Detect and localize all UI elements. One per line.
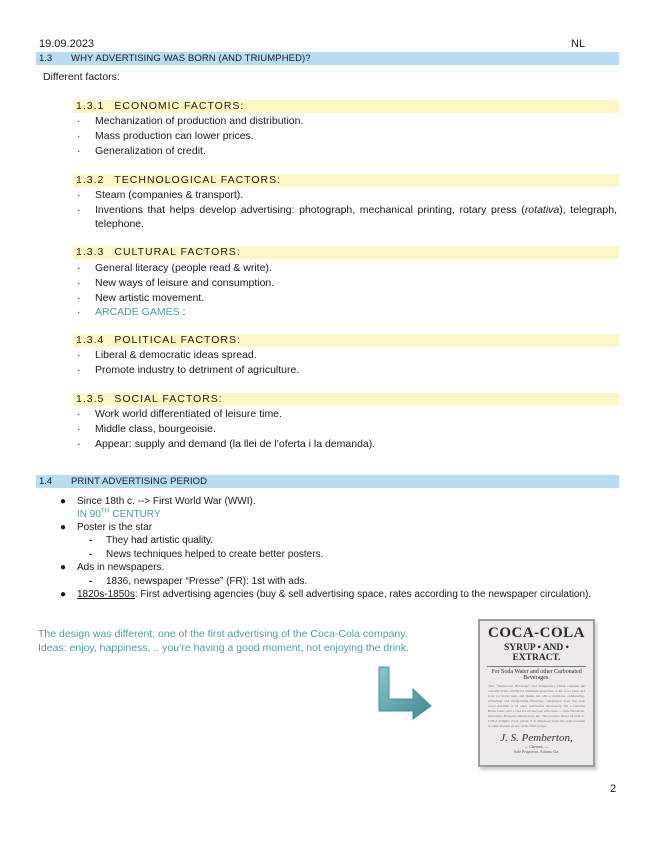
list-item: ● 1820s-1850s: First advertising agencies (buy & sell advertising space, rates according to the newspaper circulation). <box>60 589 592 600</box>
header-date: 19.09.2023 <box>39 38 95 50</box>
subsection-title: SOCIAL FACTORS: <box>114 393 223 405</box>
subsection-title: ECONOMIC FACTORS: <box>114 100 245 112</box>
bullet-disc: ● <box>60 522 67 533</box>
header-language: NL <box>571 38 586 50</box>
subsection-heading-technological <box>73 174 619 187</box>
dash-marker: - <box>89 576 93 587</box>
bullet-dot: · <box>77 130 81 142</box>
design-note-line-2: Ideas: enjoy, happiness, .. you’re having a good moment, not enjoying the drink. <box>38 642 410 654</box>
bullet-dot: · <box>77 115 81 127</box>
list-item: ● Since 18th c. --> First World War (WWI). IN 90TH CENTURY <box>60 496 256 520</box>
bullet-dot: · <box>77 277 81 289</box>
bullet-dot: · <box>77 189 81 201</box>
subsection-heading-cultural <box>73 246 619 259</box>
arcade-games-link[interactable]: ARCADE GAMES <box>95 306 180 318</box>
coca-cola-vintage-ad <box>478 619 595 767</box>
bullet-dot: · <box>77 423 81 435</box>
dash-marker: - <box>89 549 93 560</box>
ad-title: COCA-COLA <box>488 625 585 641</box>
right-turn-arrow-icon <box>375 665 433 721</box>
bullet-dot: · <box>77 292 81 304</box>
bullet-disc: ● <box>60 562 67 573</box>
subsection-title: POLITICAL FACTORS: <box>114 334 241 346</box>
subsection-number: 1.3.3 <box>76 246 105 258</box>
bullet-dot: · <box>77 438 81 450</box>
subsection-number: 1.3.4 <box>76 334 105 346</box>
bullet-dot: · <box>77 364 81 376</box>
bullet-dot: · <box>77 349 81 361</box>
subsection-number: 1.3.5 <box>76 393 105 405</box>
section-title: WHY ADVERTISING WAS BORN (AND TRIUMPHED)? <box>71 53 311 64</box>
subsection-title: CULTURAL FACTORS: <box>114 246 241 258</box>
subsection-heading-social <box>73 393 619 406</box>
bullet-dot: · <box>77 145 81 157</box>
section-number: 1.4 <box>39 476 53 487</box>
subsection-title: TECHNOLOGICAL FACTORS: <box>114 174 282 186</box>
section-heading-1-4 <box>36 475 619 488</box>
ad-subtitle: SYRUP • AND • EXTRACT. <box>504 643 569 663</box>
design-note-line-1: The design was different; one of the first advertising of the Coca-Cola company. <box>38 628 408 640</box>
subsection-number: 1.3.2 <box>76 174 105 186</box>
bullet-dot: · <box>77 204 81 216</box>
bullet-dot: · <box>77 306 81 318</box>
intro-text: Different factors: <box>43 71 120 83</box>
bullet-dot: · <box>77 262 81 274</box>
ad-body-text: This “Intellectual Beverage” and Temperance Drink contains the valuable Tonic and Nerve Stimulant properties of the Coca plant and Cola (or Kola) nuts, and makes not only a delicious, exhilarating, refreshing and invigorating Beverage, (dispensed from the soda water fountain or in other carbonated beverages), but a valuable Brain Tonic, and a cure for all nervous affections — Sick Headache, Neuralgia, Hysteria, Melancholy, &c. The peculiar flavor of COCA-COLA delights every palate; it is dispensed from the soda fountain in same manner as any of the fruit syrups. <box>488 684 585 728</box>
ad-tagline: For Soda Water and other Carbonated Beverages. <box>491 669 582 681</box>
century-note: IN 90TH CENTURY <box>77 507 161 520</box>
section-heading-1-3 <box>36 52 619 65</box>
subsection-heading-economic <box>73 100 619 113</box>
ad-footer-line: Sole Proprietor, Atlanta, Ga. <box>513 749 560 754</box>
bullet-disc: ● <box>60 496 67 507</box>
ad-signature: J. S. Pemberton, <box>500 732 573 744</box>
subsection-heading-political <box>73 334 619 347</box>
section-number: 1.3 <box>39 53 53 64</box>
ad-divider <box>487 666 586 667</box>
bullet-dot: · <box>77 408 81 420</box>
document-page: 19.09.2023 NL 1.3 WHY ADVERTISING WAS BORN (AND TRIUMPHED)? Different factors: 1.3.1 ECONOMIC FACTORS: · Mechanization of production and distribution. · Mass production can lower prices. · Generalization of credit. 1.3.2 TECHNOLOGICAL FACTORS: · Steam (companies & transport). · Inventions that helps develop advertising: photograph, mechanical printing, rotary press (rotativa), telegraph, telephone. 1.3.3 CULTURAL FACTORS: · General literacy (people read & write). · New ways of leisure and consumption. · New artistic movement. · ARCADE GAMES : 1.3.4 POLITICAL FACTORS: · Liberal & democratic ideas spread. · Promote industry to detriment of agriculture. 1.3.5 SOCIAL FACTORS: · Work world differentiated of leisure time. · Middle class, bourgeoisie. · Appear: supply and demand (la llei de l’oferta i la demanda). 1.4 PRINT ADVERTISING PERIOD ● Since 18th c. --> First World War (WWI). IN 90TH CENTURY ● Poster is the star - They had artistic quality. - News techniques helped to create better posters. ● Ads in newspapers. - 1836, newspaper “Presse” (FR): 1st with ads. ● 1820s-1850s: First advertising agencies (buy & sell advertising space, rates according to the newspaper circulation). The design was different; one of the first advertising of the Coca-Cola company. Ideas: enjoy, happiness, .. you’re having a good moment, not enjoying the drink. COCA-COLA SYRUP • AND • EXTRACT. For Soda Water and other Carbonated Beverages. This “Intellectual Beverage” and Temperance Drink contains the valuable Tonic and Nerve Stimulant properties of the Coca plant and Cola (or Kola) nuts, and makes not only a delicious, exhilarating, refreshing and invigorating Beverage, (dispensed from the soda water fountain or in other carbonated beverages), but a valuable Brain Tonic, and a cure for all nervous affections — Sick Headache, Neuralgia, Hysteria, Melancholy, &c. The peculiar flavor of COCA-COLA delights every palate; it is dispensed from the soda fountain in same manner as any of the fruit syrups. J. S. Pemberton, — Chemist, — Sole Proprietor, Atlanta, Ga. 2 <box>38 38 617 795</box>
bullet-disc: ● <box>60 589 67 600</box>
dash-marker: - <box>89 535 93 546</box>
section-title: PRINT ADVERTISING PERIOD <box>71 476 208 487</box>
subsection-number: 1.3.1 <box>76 100 105 112</box>
list-item: · Inventions that helps develop advertising: photograph, mechanical printing, rotary press (rotativa), telegraph, telephone. <box>77 204 617 230</box>
page-number: 2 <box>610 783 617 795</box>
ad-footer-line: — Chemist, — <box>524 744 549 749</box>
